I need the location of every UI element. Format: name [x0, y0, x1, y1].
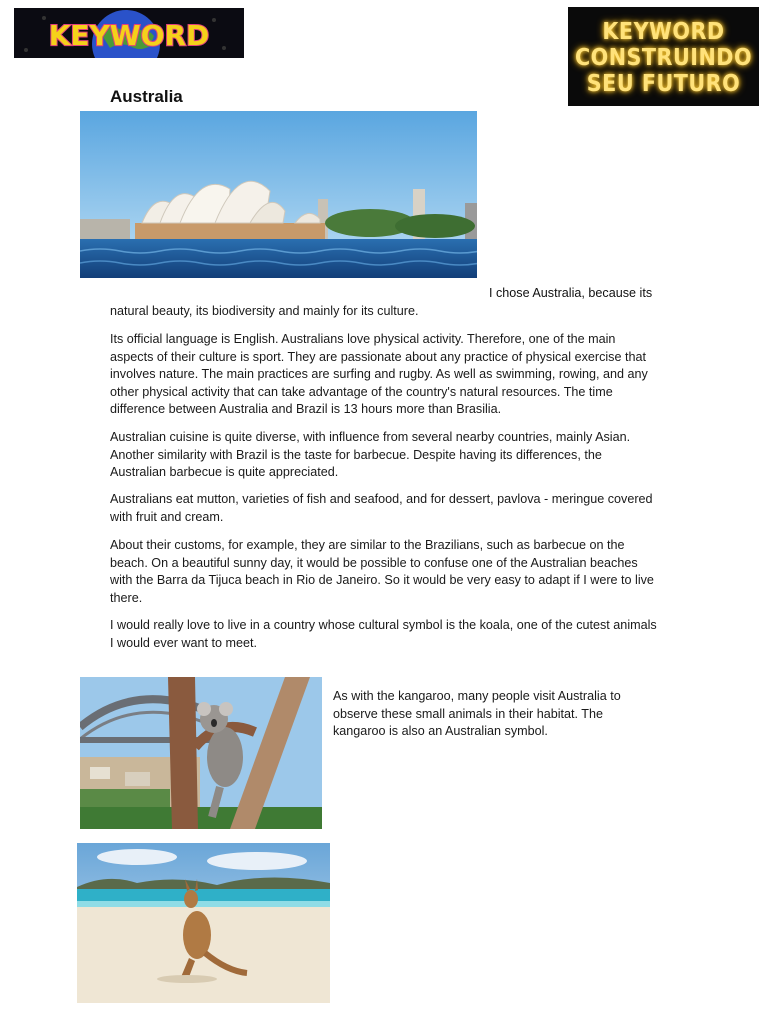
- logo-left-wordmark: KEYWORD: [48, 19, 210, 52]
- paragraph-5: [110, 617, 658, 652]
- paragraph-2: [110, 429, 658, 482]
- koala-photo: [80, 677, 322, 829]
- intro-first-line: I chose Australia, because its: [489, 286, 653, 300]
- sydney-opera-house-photo: [80, 111, 477, 278]
- paragraph-5-text: I would really love to live in a country whose cultural symbol is the koala, one of the cutest animals I would ever want to meet.: [110, 618, 657, 650]
- paragraph-1: [110, 331, 658, 419]
- kangaroo-beach-photo: [77, 843, 330, 1003]
- keyword-logo-left: [14, 8, 244, 58]
- paragraph-3: [110, 491, 658, 526]
- paragraph-1-text: Its official language is English. Australians love physical activity. Therefore, one of the main aspects of their culture is sport. They are passionate about any practice of physical exercise that involves nature. The main practices are surfing and rugby. As well as swimming, rowing, and any other physical activity that can take advantage of the country's natural resources. The time difference between Australia and Brazil is 13 hours more than Brasilia.: [110, 332, 648, 416]
- logo-right-line-3: SEU FUTURO: [586, 71, 741, 97]
- logo-right-line-2: CONSTRUINDO: [574, 45, 753, 71]
- kangaroo-paragraph: As with the kangaroo, many people visit Australia to observe these small animals in their habitat. The kangaroo is also an Australian symbol.: [333, 689, 621, 738]
- paragraph-4-text: About their customs, for example, they are similar to the Brazilians, such as barbecue on the beach. On a beautiful sunny day, it would be possible to confuse one of the Australian beaches with the Barra da Tijuca beach in Rio de Janeiro. So it would be very easy to adapt if I were to live there.: [110, 538, 654, 605]
- page-title: Australia: [110, 87, 183, 106]
- intro-continuation-text: natural beauty, its biodiversity and mainly for its culture.: [110, 304, 419, 318]
- intro-continuation: [110, 303, 658, 321]
- logo-right-line-1: KEYWORD: [602, 19, 725, 45]
- paragraph-3-text: Australians eat mutton, varieties of fish and seafood, and for dessert, pavlova - meringue covered with fruit and cream.: [110, 492, 653, 524]
- keyword-logo-right: [568, 7, 759, 106]
- globe-icon: [14, 8, 244, 58]
- paragraph-4: [110, 537, 658, 607]
- paragraph-2-text: Australian cuisine is quite diverse, with influence from several nearby countries, mainly Asian. Another similarity with Brazil is the taste for barbecue. Despite having its differences, the Australian barbecue is quite appreciated.: [110, 430, 631, 479]
